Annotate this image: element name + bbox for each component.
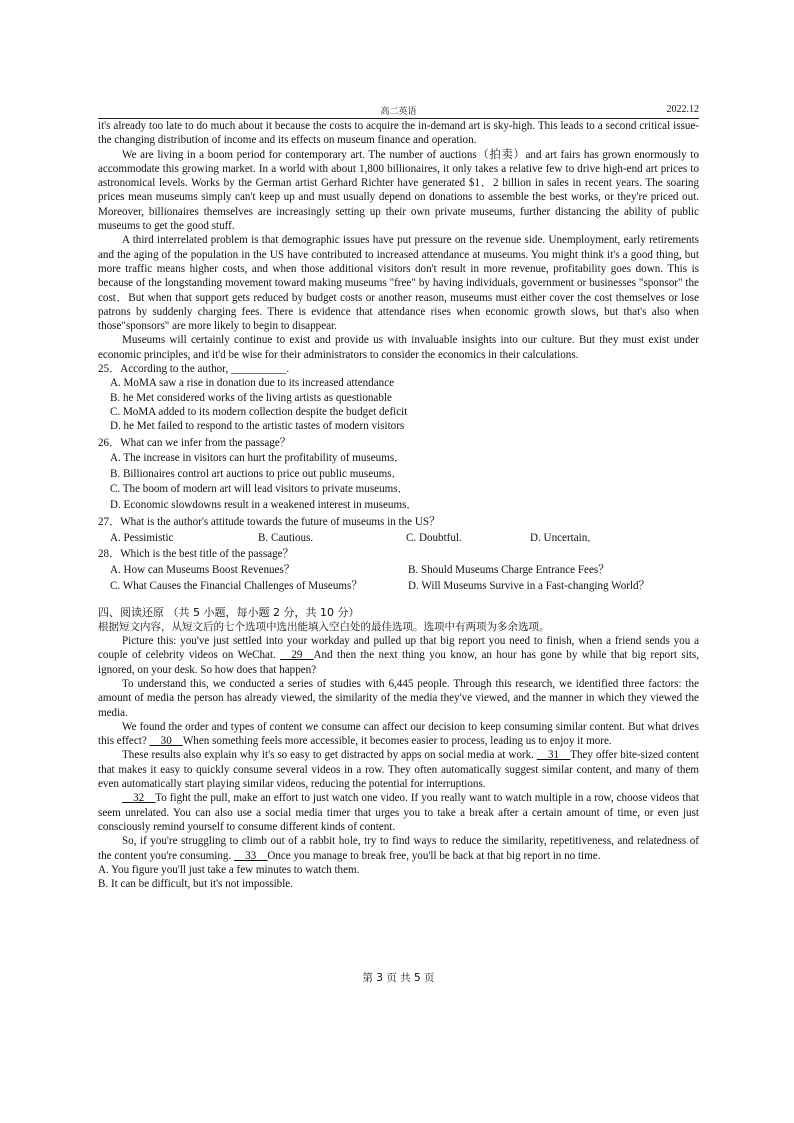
blank-32: __32__ <box>122 792 156 805</box>
paragraph-text: And then the next thing you know, an hour has gone by while that big report sits, ignored, on your desk. So how does that happen? <box>98 649 699 676</box>
question-option: D. Economic slowdowns result in a weakened interest in museums． <box>110 498 418 511</box>
question-stem: 27．What is the author's attitude towards the future of museums in the US？ <box>98 515 441 528</box>
passage1-paragraph: Museums will certainly continue to exist and provide us with invaluable insights into our culture. But they must exist under economic principles, and it'd be wise for their administrators to consider the economics in their calculations. <box>98 334 699 361</box>
question-28 <box>98 546 699 594</box>
question-option: A. Pessimistic <box>110 531 174 544</box>
passage2-paragraph <box>98 748 699 791</box>
paragraph-text: Once you manage to break free, you'll be back at that big report in no time. <box>267 849 601 862</box>
blank-29: __29__ <box>280 649 314 662</box>
blank-30: __30__ <box>149 735 183 748</box>
answer-option-a: A. You figure you'll just take a few minutes to watch them. <box>98 863 360 876</box>
passage1-paragraph: it's already too late to do much about it because the costs to acquire the in-demand art is sky-high. This leads to a second critical issue-the changing distribution of income and its effects on museum finance and operation. <box>98 120 699 147</box>
question-option: C. MoMA added to its modern collection despite the budget deficit <box>110 405 408 418</box>
paragraph-text: So, if you're struggling to climb out of a rabbit hole, try to find ways to reduce the similarity, repetitiveness, and relatedness of the content you're consuming. <box>98 835 699 862</box>
question-25 <box>98 362 699 433</box>
question-option: B. Should Museums Charge Entrance Fees？ <box>408 563 610 576</box>
question-option: A. MoMA saw a rise in donation due to its increased attendance <box>110 377 395 390</box>
passage2-paragraph <box>98 634 699 677</box>
blank-31: __31__ <box>536 749 571 762</box>
page-footer: 第 3 页 共 5 页 <box>362 972 435 984</box>
question-option: D. Will Museums Survive in a Fast-changing World？ <box>408 579 650 592</box>
paragraph-text: Picture this: you've just settled into your workday and pulled up that big report you need to finish, when a friend sends you a couple of celebrity videos on WeChat. <box>98 635 699 662</box>
question-option: B. he Met considered works of the living artists as questionable <box>110 391 392 404</box>
question-option: C. What Causes the Financial Challenges of Museums？ <box>110 579 363 592</box>
passage1-paragraph: We are living in a boom period for contemporary art. The number of auctions（拍卖）and art fairs has grown enormously to accommodate this growing market. In a world with about 1,800 billionaires, it only takes a relative few to drive high-end art prices to astronomical levels. Works by the German artist Gerhard Richter have generated $1．2 billion in sales in recent years. The soaring prices mean museums simply can't keep up and must usually depend on donations to assemble the best works, or they're priced out. Moreover, billionaires themselves are increasingly setting up their own private museums, further distancing the ability of public museums to get the good stuff. <box>98 148 699 233</box>
question-option: D. he Met failed to respond to the artistic tastes of modern visitors <box>110 420 405 433</box>
passage2-paragraph <box>98 720 699 749</box>
passage2-paragraph <box>98 791 699 834</box>
section-instruction: 根据短文内容，从短文后的七个选项中选出能填入空白处的最佳选项。选项中有两项为多余选项。 <box>98 620 550 633</box>
passage2-paragraph: To understand this, we conducted a series of studies with 6,445 people. Through this research, we identified three factors: the amount of media the person has already viewed, the similarity of the media they've viewed, and the manner in which they viewed the media. <box>98 677 699 719</box>
question-option: C. The boom of modern art will lead visitors to private museums． <box>110 483 409 496</box>
section-heading: 四、阅读还原 （共 5 小题，每小题 2 分，共 10 分） <box>98 605 360 619</box>
question-stem: 26．What can we infer from the passage？ <box>98 436 291 449</box>
answer-option-b: B. It can be difficult, but it's not impossible. <box>98 878 293 891</box>
question-option: A. How can Museums Boost Revenues？ <box>110 563 295 576</box>
question-option: D. Uncertain． <box>530 531 599 544</box>
passage2-paragraph <box>98 834 699 863</box>
header-title: 高二英语 <box>380 107 417 117</box>
question-stem: 28．Which is the best title of the passage？ <box>98 547 294 560</box>
page-header <box>98 104 699 119</box>
header-date: 2022.12 <box>666 104 699 115</box>
question-27 <box>98 514 699 546</box>
paragraph-text: To fight the pull, make an effort to just watch one video. If you really want to watch multiple in a row, choose videos that seem unrelated. You can also use a social media timer that urges you to take a break after a certain amount of time, or even just consciously remind yourself to consume different kinds of content. <box>98 792 699 833</box>
question-option: C. Doubtful. <box>406 531 462 544</box>
paragraph-text: These results also explain why it's so easy to get distracted by apps on social media at work. <box>122 749 537 762</box>
question-option: A. The increase in visitors can hurt the profitability of museums． <box>110 452 406 465</box>
question-option: B. Billionaires control art auctions to price out public museums． <box>110 467 403 480</box>
paragraph-text: When something feels more accessible, it becomes easier to process, leading us to enjoy it more. <box>182 735 612 748</box>
blank-33: __33__ <box>234 849 268 862</box>
passage1-paragraph: A third interrelated problem is that demographic issues have put pressure on the revenue side. Unemployment, early retirements and the aging of the population in the US have contributed to increased attendance at museums. You might think it's a good thing, but more traffic means higher costs, and when those additional visitors don't result in more revenue, profitability goes down. This is because of the longstanding movement toward making museums "free" by having individuals, government or businesses "sponsor" the cost．But when that support gets reduced by budget costs or another reason, museums must either cover the cost themselves or lose patrons by suddenly charging fees. There is evidence that attendance rises when economic growth slows, but that's also when those"sponsors" are more likely to begin to disappear. <box>98 234 699 333</box>
page-body <box>98 119 699 891</box>
question-option: B. Cautious. <box>258 531 314 544</box>
question-stem: 25．According to the author, __________. <box>98 363 290 376</box>
paragraph-text: They offer bite-sized content that makes it easy to quickly consume several videos in a row. They often automatically suggest similar content, and many of them even automatically start playing similar videos, reducing the potential for interruptions. <box>98 749 700 791</box>
paragraph-text: We found the order and types of content we consume can affect our decision to keep consuming similar content. But what drives this effect? <box>98 720 699 748</box>
question-26 <box>98 436 699 514</box>
